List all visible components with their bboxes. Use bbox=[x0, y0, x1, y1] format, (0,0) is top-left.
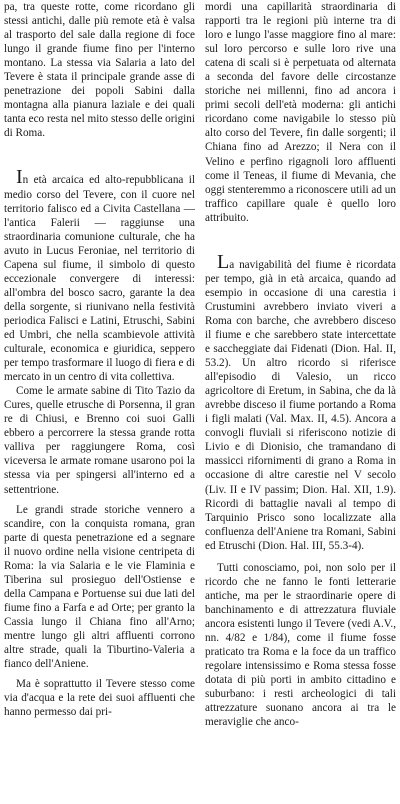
text-column-left bbox=[4, 0, 195, 719]
paragraph: La navigabilità del fiume è ricordata per tempo, già in età arcaica, quando ad esempio in occasione di una carestia i Crustumini avrebbero inviato viveri a Roma con barche, che avrebbero disceso il fiume e che sarebbero state intercettate e saccheggiate dai Fidenati (Dion. Hal. II, 53.2). Un altro ricordo si riferisce all'episodio di Valesio, un ricco agricoltore di Eretum, in Sabina, che da là avrebbe disceso il fiume portando a Roma i figli malati (Val. Max. II, 4.5). Ancora a convogli fluviali si riferiscono notizie di Livio e di Dionisio, che tramandano di massicci rifornimenti di grano a Roma in occasione di altre carestie nel V secolo (Liv. II e IV passim; Dion. Hal. XII, 1.9). Ricordi di battaglie navali al tempo di Tarquinio Prisco sono localizzate alla confluenza dell'Aniene tra Romani, Sabini ed Etruschi (Dion. Hal. III, 55.3-4). bbox=[205, 250, 396, 552]
paragraph: Le grandi strade storiche vennero a scandire, con la conquista romana, gran parte di questa penetrazione ed a segnare il nuovo ordine nella visione centripeta di Roma: la via Salaria e le vie Flaminia e Tiberina sul prosieguo dell'Ostiense e della Campana e Portuense sui due lati del fiume fino a Farfa e ad Orte; per granto la Cassia lungo il Chiana fino all'Arno; mentre lungo gli altri affluenti corrono altre strade, quali la Tiburtino-Valeria a fianco dell'Aniene. bbox=[4, 503, 195, 671]
paragraph: Tutti conosciamo, poi, non solo per il ricordo che ne fanno le fonti letterarie antiche, ma per le straordinarie opere di banchinamento e di attrezzatura fluviale ancora esistenti lungo il Tevere (vedi A.V., nn. 4/82 e 1/84), come il fiume fosse praticato tra Roma e la foce da un traffico regolare intensissimo e Roma stessa fosse dotata di più porti in ambito cittadino e suburbano: i resti archeologici di tali attrezzature suonano ancora ai tra le meraviglie che anco- bbox=[205, 561, 396, 729]
paragraph: In età arcaica ed alto-repubblicana il medio corso del Tevere, con il cuore nel territorio falisco ed a Civita Castellana — l'antica Falerii — raggiunse una straordinaria comunione culturale, che ha avuto in Lucus Feroniae, nel territorio di Capena sul fiume, il simbolo di questo eccezionale convergere di interessi: all'ombra del bosco sacro, garante la dea della sorgente, si riunivano nella festività periodica Falisci e Latini, Etruschi, Sabini ed Umbri, che nella scambievole attività culturale, economica e giuridica, seppero per tempo trasformare il luogo di fiera e di mercato in un centro di vita collettiva. bbox=[4, 166, 195, 384]
paragraph: Ma è soprattutto il Tevere stesso come via d'acqua e la rete dei suoi affluenti che hanno permesso dai pri- bbox=[4, 678, 195, 719]
paragraph: mordi una capillarità straordinaria di rapporti tra le regioni più interne tra di loro e lungo l'asse maggiore fino al mare: sul loro percorso e sulle loro rive una catena di scali si è perpetuata od alternata a seconda del favore delle circostanze storiche nei millenni, fino ad ancora i primi secoli dell'età moderna: gli antichi ricordano come navigabile lo stesso più alto corso del Tevere, fin dalle sorgenti; il Chiana fino ad Arezzo; il Nera con il Velino e perfino rigagnoli loro affluenti come il Teneas, il fiume di Mevania, che oggi stenteremmo a riconoscere utili ad un traffico capillare quale è quello loro attribuito. bbox=[205, 1, 396, 224]
paragraph: pa, tra queste rotte, come ricordano gli stessi antichi, dalle più remote età è valsa al trasporto del sale dalla regione di foce lungo il grande fiume fino per l'interno montano. La stessa via Salaria a lato del Tevere è stata il principale grande asse di penetrazione dei popoli Sabini dalla montagna alla pianura laziale e dei quali tanta eco resta nel mito stesso delle origini di Roma. bbox=[4, 1, 195, 140]
text-column-right bbox=[205, 0, 396, 729]
paragraph: Come le armate sabine di Tito Tazio da Cures, quelle etrusche di Porsenna, il gran re di Chiusi, e Brenno coi suoi Galli ebbero a percorrere la stessa grande rotta valliva per raggiungere Roma, così viceversa le armate romane usarono poi la stessa via per spingersi all'interno ed a settentrione. bbox=[4, 385, 195, 496]
